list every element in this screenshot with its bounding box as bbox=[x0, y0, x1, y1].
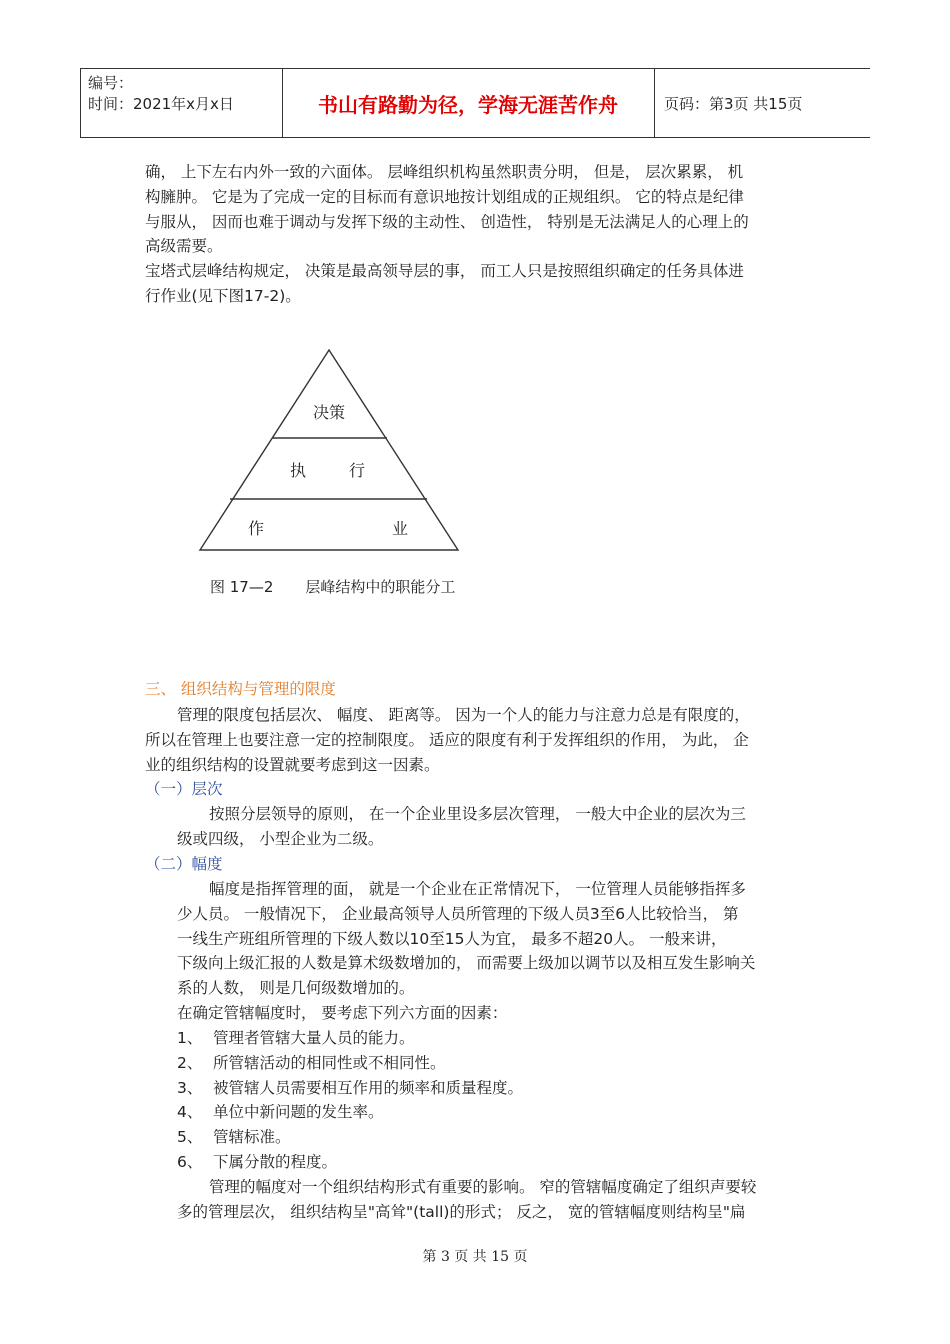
pyramid-label-execute-a: 执 bbox=[289, 461, 307, 480]
header-divider-2 bbox=[654, 69, 655, 137]
figure-caption-text: 层峰结构中的职能分工 bbox=[305, 578, 456, 596]
body-text-top bbox=[145, 160, 815, 309]
pyramid-outline bbox=[200, 350, 458, 550]
intro-line: 业的组织结构的设置就要考虑到这一因素。 bbox=[145, 755, 440, 774]
list-item-text: 所管辖活动的相同性或不相同性。 bbox=[213, 1053, 446, 1072]
intro-line: 管理的限度包括层次、 幅度、 距离等。 因为一个人的能力与注意力总是有限度的， bbox=[177, 706, 750, 724]
figure-caption bbox=[210, 576, 487, 597]
page-header bbox=[80, 68, 870, 138]
list-item-number: 6、 bbox=[177, 1152, 203, 1171]
page-footer: 第 3 页 共 15 页 bbox=[422, 1249, 528, 1265]
body-line: 确， 上下左右内外一致的六面体。 层峰组织机构虽然职责分明， 但是， 层次累累， 机 bbox=[145, 163, 744, 181]
closing-line: 多的管理层次， 组织结构呈"高耸"(tall)的形式； 反之， 宽的管辖幅度则结构呈"扁 bbox=[177, 1202, 746, 1221]
figure-caption-number: 图 17—2 bbox=[210, 578, 274, 596]
span-line: 幅度是指挥管理的面， 就是一个企业在正常情况下， 一位管理人员能够指挥多 bbox=[209, 880, 746, 898]
header-page-info: 页码：第3页 共15页 bbox=[664, 94, 803, 113]
span-line: 少人员。 一般情况下， 企业最高领导人员所管理的下级人员3至6人比较恰当， 第 bbox=[177, 904, 739, 923]
header-meta bbox=[88, 73, 234, 115]
pyramid-label-work-b: 业 bbox=[391, 519, 409, 538]
section-intro bbox=[145, 703, 815, 777]
levels-line: 级或四级， 小型企业为二级。 bbox=[177, 829, 384, 848]
pyramid-label-work-a: 作 bbox=[247, 519, 265, 538]
intro-line: 所以在管理上也要注意一定的控制限度。 适应的限度有利于发挥组织的作用， 为此， 企 bbox=[145, 730, 749, 749]
list-item bbox=[177, 1051, 817, 1076]
header-border-left bbox=[80, 69, 81, 137]
body-line: 宝塔式层峰结构规定， 决策是最高领导层的事， 而工人只是按照组织确定的任务具体进 bbox=[145, 262, 744, 281]
subheading-levels: （一）层次 bbox=[145, 780, 223, 798]
closing-text bbox=[177, 1175, 817, 1225]
list-item-number: 3、 bbox=[177, 1078, 203, 1097]
section-heading: 三、 组织结构与管理的限度 bbox=[145, 680, 336, 698]
body-line: 行作业(见下图17-2)。 bbox=[145, 286, 301, 305]
list-item bbox=[177, 1076, 817, 1101]
span-line: 下级向上级汇报的人数是算术级数增加的， 而需要上级加以调节以及相互发生影响关 bbox=[177, 954, 756, 973]
list-item-text: 单位中新问题的发生率。 bbox=[213, 1103, 384, 1122]
body-line: 构臃肿。 它是为了完成一定的目标而有意识地按计划组成的正规组织。 它的特点是纪律 bbox=[145, 187, 744, 206]
list-item bbox=[177, 1026, 817, 1051]
pyramid-label-execute-b: 行 bbox=[348, 461, 366, 480]
list-item-text: 管理者管辖大量人员的能力。 bbox=[213, 1029, 415, 1047]
header-number-label: 编号： bbox=[88, 74, 134, 92]
body-line: 与服从， 因而也难于调动与发挥下级的主动性、 创造性， 特别是无法满足人的心理上的 bbox=[145, 212, 749, 231]
list-item bbox=[177, 1125, 817, 1150]
levels-text bbox=[177, 802, 817, 852]
span-text bbox=[177, 877, 817, 1026]
list-item-text: 管辖标准。 bbox=[213, 1128, 291, 1147]
body-line: 高级需要。 bbox=[145, 237, 223, 256]
span-line: 系的人数， 则是几何级数增加的。 bbox=[177, 979, 415, 998]
list-item-number: 2、 bbox=[177, 1053, 203, 1072]
list-item-number: 1、 bbox=[177, 1029, 203, 1047]
list-item bbox=[177, 1100, 817, 1125]
levels-line: 按照分层领导的原则， 在一个企业里设多层次管理， 一般大中企业的层次为三 bbox=[209, 805, 746, 823]
factors-list bbox=[177, 1026, 817, 1175]
list-item-number: 4、 bbox=[177, 1103, 203, 1122]
header-date-label: 时间：2021年x月x日 bbox=[88, 95, 234, 113]
list-item bbox=[177, 1150, 817, 1175]
list-item-text: 被管辖人员需要相互作用的频率和质量程度。 bbox=[213, 1078, 524, 1097]
subheading-span: （二）幅度 bbox=[145, 855, 223, 873]
span-line: 一线生产班组所管理的下级人数以10至15人为宜， 最多不超20人。 一般来讲， bbox=[177, 929, 727, 948]
list-item-text: 下属分散的程度。 bbox=[213, 1152, 338, 1171]
closing-line: 管理的幅度对一个组织结构形式有重要的影响。 窄的管辖幅度确定了组织声要较 bbox=[209, 1178, 757, 1196]
span-line: 在确定管辖幅度时， 要考虑下列六方面的因素： bbox=[177, 1003, 508, 1022]
pyramid-label-decision: 决策 bbox=[312, 403, 346, 422]
list-item-number: 5、 bbox=[177, 1128, 203, 1147]
header-motto: 书山有路勤为径，学海无涯苦作舟 bbox=[318, 92, 618, 117]
